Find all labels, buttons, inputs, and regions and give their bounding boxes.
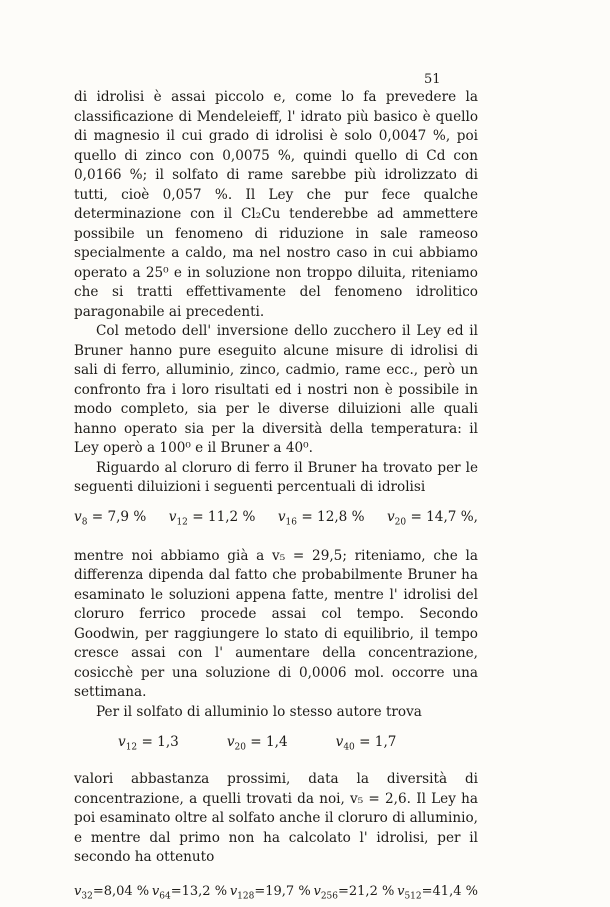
formula-term: $v_{512}=41,4$ % [397,883,478,902]
paragraph-5: Per il solfato di alluminio lo stesso autore trova [96,703,422,720]
formula-term: $v_{32}=8,04$ % [74,883,150,902]
formula-term: $v_{128}=19,7$ % [229,883,311,902]
page-body [74,88,478,907]
formula-term: $v_{12} = 11,2$ % [168,508,256,528]
formula-term: $v_{64}=13,2$ % [151,883,228,902]
formula-term: $v_8 = 7,9$ % [74,508,147,528]
page-number: 51 [424,72,441,87]
formula-iron-chloride [74,498,478,547]
paragraph-3: Riguardo al cloruro di ferro il Bruner ha trovato per le seguenti diluizioni i seguenti percentuali di idrolisi [74,459,478,495]
paragraph-2: Col metodo dell' inversione dello zucchero il Ley ed il Bruner hanno pure eseguito alcune misure di idrolisi di sali di ferro, alluminio, zinco, cadmio, rame ecc., però un confronto fra i loro risultati ed i nostri non è possibile in modo completo, sia per le diverse diluizioni alle quali hanno operato sia per la diversità della temperatura: il Ley operò a 100⁰ e il Bruner a 40⁰. [74,323,478,456]
formula-term: $v_{20} = 14,7$ %, [386,508,478,528]
formula-aluminium-chloride [74,868,478,907]
formula-aluminium-sulfate [74,722,478,770]
formula-term: $v_{40} = 1,7$ [335,734,397,753]
formula-term: $v_{256}=21,2$ % [313,883,395,902]
formula-term: $v_{20} = 1,4$ [226,734,288,753]
formula-term: $v_{12} = 1,3$ [118,734,179,753]
paragraph-1: di idrolisi è assai piccolo e, come lo fa prevedere la classificazione di Mendeleieff, l' idrato più basico è quello di magnesio il cui grado di idrolisi è solo 0,0047 %, poi quello di zinco con 0,0075 %, quindi quello di Cd con 0,0166 %; il solfato di rame sarebbe più idrolizzato di tutti, cioè 0,057 %. Il Ley che pur fece qualche determinazione con il Cl₂Cu tenderebbe ad ammettere possibile un fenomeno di riduzione in sale rameoso specialmente a caldo, ma nel nostro caso in cui abbiamo operato a 25⁰ e in soluzione non troppo diluita, riteniamo che si tratti effettivamente del fenomeno idrolitico paragonabile ai precedenti. [74,89,478,320]
formula-term: $v_{16} = 12,8$ % [277,508,365,528]
paragraph-4: mentre noi abbiamo già a v₅ = 29,5; riteniamo, che la differenza dipenda dal fatto che probabilmente Bruner ha esaminato le soluzioni appena fatte, mentre l' idrolisi del cloruro ferrico procede assai col tempo. Secondo Goodwin, per raggiungere lo stato di equilibrio, il tempo cresce assai con l' aumentare della concentrazione, cosicchè per una soluzione di 0,0006 mol. occorre una settimana. [74,547,478,701]
paragraph-6: valori abbastanza prossimi, data la diversità di concentrazione, a quelli trovati da noi, v₅ = 2,6. Il Ley ha poi esaminato oltre al solfato anche il cloruro di alluminio, e mentre dal primo non ha calcolato l' idrolisi, per il secondo ha ottenuto [74,771,478,866]
